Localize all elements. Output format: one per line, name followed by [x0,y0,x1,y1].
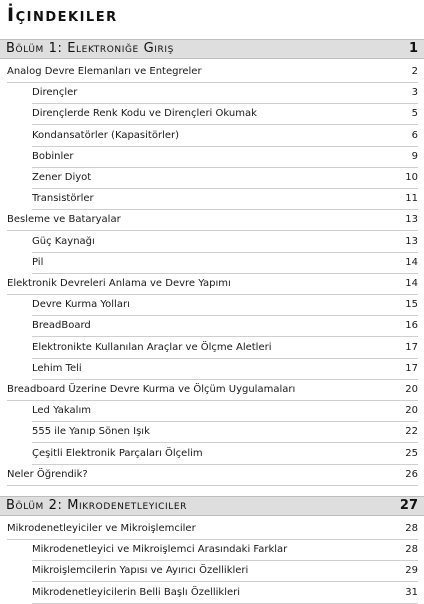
entry-divider [7,82,418,83]
toc-subsection-entry[interactable] [0,151,424,167]
entry-title: Mikrodenetleyicilerin Belli Başlı Özellikleri [32,586,241,598]
toc-subsection-entry[interactable] [0,320,424,336]
toc-subsection-entry[interactable] [0,193,424,209]
chapter-title: Bölüm 1: Elektroniğe Giriş [6,41,174,56]
entry-title: Lehim Teli [32,362,82,374]
entry-page-number: 20 [405,384,418,395]
entry-divider [7,230,418,231]
entry-page-number: 28 [405,544,418,556]
toc-section-entry[interactable] [0,523,424,539]
toc-subsection-entry[interactable] [0,363,424,379]
toc-subsection-entry[interactable] [0,405,424,421]
entry-title: Bobinler [32,150,74,162]
entry-divider [32,442,418,443]
entry-title: Çeşitli Elektronik Parçaları Ölçelim [32,447,203,459]
chapter-header[interactable] [0,496,424,516]
entry-divider [7,400,418,401]
entry-title: Elektronikte Kullanılan Araçlar ve Ölçme Aletleri [32,341,272,353]
entry-title: Led Yakalım [32,405,91,417]
toc-section-entry[interactable] [0,469,424,485]
entry-page-number: 13 [405,235,418,247]
entry-title: Breadboard Üzerine Devre Kurma ve Ölçüm Uygulamaları [7,384,296,395]
toc-subsection-entry[interactable] [0,565,424,581]
entry-title: Pil [32,256,44,268]
entry-title: Mikroişlemcilerin Yapısı ve Ayırıcı Özellikleri [32,565,249,577]
entry-divider [32,167,418,168]
entry-divider [7,539,418,540]
toc-subsection-entry[interactable] [0,426,424,442]
toc-subsection-entry[interactable] [0,130,424,146]
toc-subsection-entry[interactable] [0,87,424,103]
toc-subsection-entry[interactable] [0,108,424,124]
entry-divider [32,124,418,125]
entry-page-number: 20 [405,405,418,417]
toc-subsection-entry[interactable] [0,299,424,315]
toc-subsection-entry[interactable] [0,544,424,560]
entry-title: Analog Devre Elemanları ve Entegreler [7,66,202,77]
entry-page-number: 9 [411,150,418,162]
entry-page-number: 16 [405,320,418,332]
toc-subsection-entry[interactable] [0,587,424,603]
toc-section-entry[interactable] [0,214,424,230]
entry-divider [32,336,418,337]
entry-divider [7,294,418,295]
entry-page-number: 14 [405,278,418,289]
entry-page-number: 3 [411,87,418,99]
entry-title: Dirençler [32,87,78,99]
entry-divider [7,485,418,486]
entry-title: Kondansatörler (Kapasitörler) [32,129,180,141]
chapter-page-number: 27 [399,498,418,513]
entry-title: BreadBoard [32,320,91,332]
entry-divider [32,379,418,380]
entry-page-number: 11 [405,193,418,205]
entry-title: Dirençlerde Renk Kodu ve Dirençleri Okumak [32,108,257,120]
entry-page-number: 14 [405,256,418,268]
toc-subsection-entry[interactable] [0,236,424,252]
entry-divider [32,421,418,422]
entry-page-number: 25 [405,447,418,459]
entry-title: Güç Kaynağı [32,235,95,247]
entry-title: 555 ile Yanıp Sönen Işık [32,426,150,438]
toc-subsection-entry[interactable] [0,257,424,273]
entry-page-number: 13 [405,214,418,226]
entry-page-number: 29 [405,565,418,577]
entry-page-number: 17 [405,341,418,353]
entry-title: Transistörler [32,193,94,205]
entry-divider [32,188,418,189]
entry-page-number: 15 [405,299,418,311]
entry-page-number: 31 [405,586,418,598]
chapter-page-number: 1 [408,41,418,56]
toc-subsection-entry[interactable] [0,172,424,188]
chapter-header[interactable] [0,39,424,59]
entry-title: Elektronik Devreleri Anlama ve Devre Yapımı [7,278,231,289]
entry-page-number: 2 [411,66,418,77]
entry-page-number: 5 [411,108,418,120]
entry-divider [32,209,418,210]
entry-title: Devre Kurma Yolları [32,299,130,311]
toc-subsection-entry[interactable] [0,448,424,464]
entry-divider [32,560,418,561]
entry-divider [32,464,418,465]
toc-section-entry[interactable] [0,384,424,400]
entry-title: Mikrodenetleyici ve Mikroişlemci Arasındaki Farklar [32,544,288,556]
toc-subsection-entry[interactable] [0,342,424,358]
entry-page-number: 17 [405,362,418,374]
entry-page-number: 26 [405,468,418,480]
entry-title: Besleme ve Bataryalar [7,214,121,226]
entry-page-number: 6 [411,129,418,141]
entry-divider [32,315,418,316]
toc-section-entry[interactable] [0,278,424,294]
entry-divider [32,358,418,359]
entry-divider [32,103,418,104]
entry-divider [32,273,418,274]
entry-title: Zener Diyot [32,172,92,183]
entry-divider [32,252,418,253]
entry-divider [32,581,418,582]
entry-divider [32,603,418,604]
entry-page-number: 22 [405,426,418,438]
toc-section-entry[interactable] [0,66,424,82]
entry-page-number: 28 [405,523,418,534]
entry-title: Mikrodenetleyiciler ve Mikroişlemciler [7,523,196,534]
page-title: İçindekiler [7,4,118,26]
entry-title: Neler Öğrendik? [7,468,88,480]
entry-divider [32,146,418,147]
entry-page-number: 10 [405,172,418,183]
chapter-title: Bölüm 2: Mikrodenetleyiciler [6,498,188,513]
